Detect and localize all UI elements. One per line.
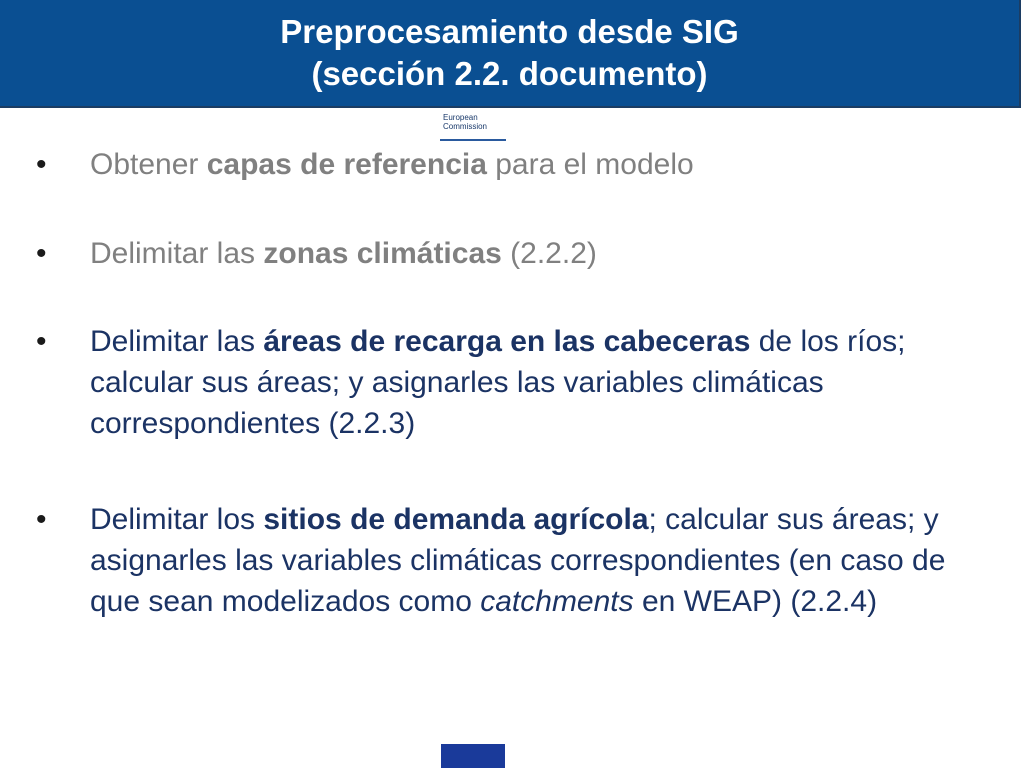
logo-text-line-1: European xyxy=(443,113,478,122)
bullet-text: Obtener xyxy=(90,148,207,181)
bullet-marker: • xyxy=(36,148,47,181)
bullet-text: ; calcular sus áreas; y asignarles las variables climáticas correspondientes (en caso de que sean modelizados como xyxy=(90,503,946,618)
slide-title-line-1: Preprocesamiento desde SIG xyxy=(280,13,739,50)
bullet-item-climate-zones xyxy=(36,233,970,274)
slide-title-line-2: (sección 2.2. documento) xyxy=(311,55,708,92)
bullet-text: Delimitar los xyxy=(90,503,264,536)
bullet-text: Delimitar las xyxy=(90,325,264,358)
bullet-item-agricultural-demand xyxy=(36,499,970,622)
bullet-marker: • xyxy=(36,237,47,270)
bullet-emphasis: áreas de recarga en las cabeceras xyxy=(263,325,751,358)
bullet-text: Delimitar las xyxy=(90,237,264,270)
bullet-text: de los ríos; calcular sus áreas; y asignarles las variables climáticas correspondientes (2.2.3) xyxy=(90,325,906,440)
bullet-item-reference-layers xyxy=(36,144,970,185)
bullet-text: para el modelo xyxy=(486,148,694,181)
bullet-emphasis: sitios de demanda agrícola xyxy=(263,503,649,536)
bullet-marker: • xyxy=(36,503,47,536)
bullet-text: en WEAP) (2.2.4) xyxy=(633,585,878,618)
eu-flag-footer xyxy=(441,744,505,768)
logo-text-line-2: Commission xyxy=(443,122,488,131)
bullet-marker: • xyxy=(36,325,47,358)
bullet-emphasis: capas de referencia xyxy=(206,148,487,181)
bullet-emphasis: zonas climáticas xyxy=(263,237,502,270)
bullet-text: (2.2.2) xyxy=(501,237,597,270)
bullet-item-recharge-areas xyxy=(36,321,970,444)
bullet-italic-term: catchments xyxy=(480,585,634,618)
